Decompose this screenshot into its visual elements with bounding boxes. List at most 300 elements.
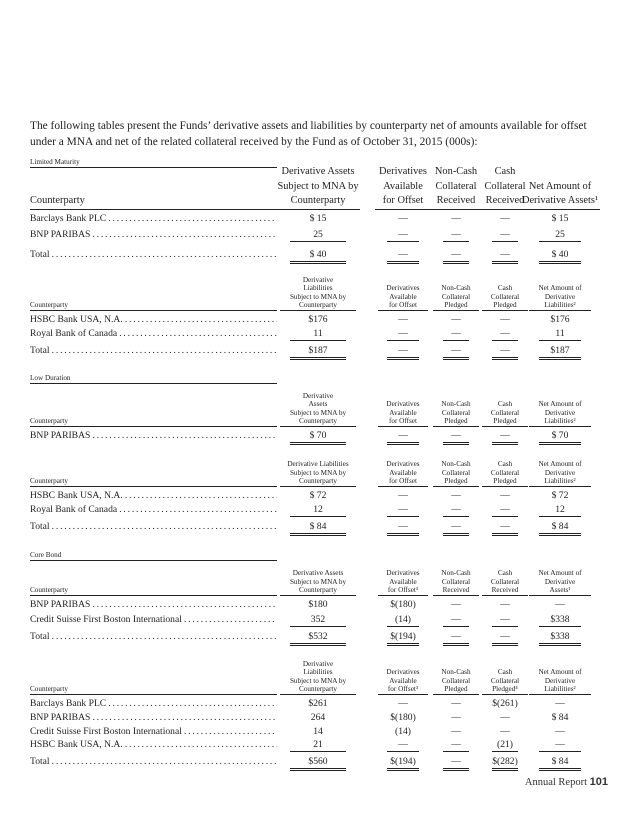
cell-col-4	[485, 228, 525, 242]
cell-value: —	[500, 599, 510, 610]
row-label-text: Credit Suisse First Boston International	[30, 613, 182, 625]
cell-value: —	[387, 248, 419, 264]
row-label-text: HSBC Bank USA, N.A.	[30, 490, 123, 501]
cell-value: —	[492, 248, 518, 264]
cell-col-4	[485, 489, 525, 502]
header-line: Counterparty	[280, 301, 356, 311]
cell-col-2	[380, 755, 426, 771]
row-label	[30, 228, 277, 241]
header-line: Counterparty	[280, 477, 356, 487]
header-line: Pledged	[482, 301, 528, 311]
cell-col-4	[485, 725, 525, 738]
header-line: Derivative Assets	[292, 569, 344, 578]
cell-value: 25	[539, 228, 581, 242]
cell-col-5	[532, 344, 588, 360]
cell-value: $532	[290, 630, 346, 646]
cell-value: $(194)	[387, 755, 419, 771]
cell-value: —	[555, 599, 565, 610]
cell-col-4	[485, 429, 525, 445]
cell-col-5	[532, 697, 588, 710]
cell-value: —	[492, 613, 518, 627]
header-line: Collateral	[490, 676, 520, 685]
header-col-1	[280, 569, 356, 596]
header-line: Collateral	[490, 577, 520, 586]
header-col-5	[529, 284, 591, 311]
header-col-3	[433, 284, 479, 311]
cell-col-1	[283, 503, 353, 517]
header-counterparty	[30, 194, 277, 210]
header-line: Non-Cash	[441, 668, 471, 677]
cell-value: —	[398, 314, 408, 325]
header-line: Net Amount of	[528, 180, 592, 192]
total-row	[30, 248, 612, 261]
header-line: Non-Cash	[441, 284, 471, 293]
cell-value: —	[451, 213, 461, 224]
row-label	[30, 520, 277, 533]
cell-value: $ 84	[539, 755, 581, 771]
cell-value: 12	[290, 503, 346, 517]
cell-col-3	[436, 738, 476, 752]
cell-col-5	[532, 212, 588, 225]
header-line: Cash	[497, 460, 513, 469]
cell-value: 25	[290, 228, 346, 242]
cell-value: —	[387, 738, 419, 752]
cell-col-5	[532, 228, 588, 242]
section-low-duration	[30, 374, 612, 384]
header-line: Collateral	[490, 292, 520, 301]
header-col-2	[375, 165, 431, 210]
cell-col-4	[485, 212, 525, 225]
header-counterparty	[30, 417, 277, 427]
cell-value: —	[492, 429, 518, 445]
cell-value: —	[387, 327, 419, 341]
header-line: Subject to MNA by	[289, 468, 347, 477]
cell-col-2	[380, 327, 426, 341]
header-col-3	[433, 460, 479, 487]
row-label	[30, 755, 277, 768]
row-label	[30, 344, 277, 357]
section-title: Limited Maturity	[30, 158, 277, 168]
header-line: Available	[389, 292, 417, 301]
header-col-1	[280, 392, 356, 427]
cell-value: $(261)	[492, 698, 518, 709]
cell-value: $ 84	[539, 520, 581, 536]
table-row	[30, 503, 612, 516]
cell-col-4	[485, 755, 525, 771]
cell-value: 11	[290, 327, 346, 341]
cell-value: $(180)	[390, 711, 416, 723]
cell-col-5	[532, 520, 588, 536]
cell-col-4	[485, 613, 525, 627]
header-col-5	[529, 400, 591, 427]
cell-value: —	[451, 599, 461, 610]
header-line: Derivatives	[386, 400, 420, 409]
header-line: Counterparty	[30, 685, 68, 694]
cell-value: —	[451, 490, 461, 501]
row-label	[30, 248, 277, 261]
cell-col-5	[532, 327, 588, 341]
header-line: for Offset	[378, 301, 428, 311]
table-row	[30, 711, 612, 724]
cell-value: —	[398, 698, 408, 709]
cell-value: $ 84	[551, 711, 569, 723]
row-label-text: Total	[30, 756, 50, 768]
cell-col-1	[283, 344, 353, 360]
section-core-bond	[30, 551, 612, 561]
cell-col-3	[436, 228, 476, 242]
cell-value: —	[387, 429, 419, 445]
row-label	[30, 711, 277, 724]
row-label-text: Total	[30, 521, 50, 533]
header-line: Cash	[497, 400, 513, 409]
cell-col-5	[532, 711, 588, 724]
header-counterparty	[30, 477, 277, 487]
header-col-1	[276, 165, 360, 210]
row-label	[30, 327, 277, 340]
cell-col-2	[380, 520, 426, 536]
cell-value: —	[555, 725, 565, 737]
cell-col-3	[436, 503, 476, 517]
cell-col-1	[283, 327, 353, 341]
header-line: for Offset	[378, 417, 428, 427]
cell-col-4	[485, 697, 525, 710]
row-label	[30, 212, 277, 225]
cell-col-4	[485, 327, 525, 341]
header-col-3	[433, 569, 479, 596]
cell-value: —	[492, 344, 518, 360]
header-line: Derivative	[302, 391, 334, 400]
header-line: for Offset	[378, 477, 428, 487]
table-row	[30, 738, 612, 751]
cell-value: —	[500, 725, 510, 737]
total-row	[30, 630, 612, 643]
cell-col-1	[283, 248, 353, 264]
table-row	[30, 725, 612, 738]
header-line: Derivative	[544, 577, 576, 586]
header-line: Liabilities²	[529, 477, 591, 487]
footer-label: Annual Report	[524, 777, 588, 788]
cell-value: 21	[290, 738, 346, 752]
cell-col-5	[532, 755, 588, 771]
cell-value: —	[443, 755, 469, 771]
cell-col-3	[436, 327, 476, 341]
cell-value: $ 40	[290, 248, 346, 264]
header-line: Counterparty	[30, 477, 68, 486]
header-col-3	[433, 668, 479, 695]
cell-value: $180	[308, 599, 328, 610]
header-line: Counterparty	[30, 195, 85, 207]
header-line: Derivative Assets	[281, 166, 355, 178]
cell-value: —	[500, 314, 510, 325]
page-footer	[525, 776, 608, 788]
cell-value: —	[451, 711, 461, 723]
cell-value: —	[387, 344, 419, 360]
header-line: Subject to MNA by	[277, 180, 359, 192]
row-label	[30, 613, 277, 626]
header-col-3	[430, 165, 482, 210]
header-line: Derivatives	[386, 460, 420, 469]
header-line: Derivatives	[386, 569, 420, 578]
cell-col-1	[283, 598, 353, 611]
header-col-2	[378, 668, 428, 695]
cell-value: (14)	[387, 613, 419, 627]
header-line: Derivative	[544, 292, 576, 301]
cell-value: $560	[290, 755, 346, 771]
cell-col-3	[436, 489, 476, 502]
cell-col-1	[283, 738, 353, 752]
header-line: Subject to MNA by	[289, 408, 347, 417]
total-row	[30, 344, 612, 357]
cell-col-2	[380, 598, 426, 611]
header-line: Collateral	[441, 577, 471, 586]
cell-col-2	[380, 248, 426, 264]
cell-value: —	[500, 711, 510, 723]
cell-value: $ 72	[551, 490, 569, 501]
header-line: for Offset³	[378, 685, 428, 695]
cell-col-1	[283, 613, 353, 627]
cell-value: —	[443, 429, 469, 445]
header-col-5	[529, 460, 591, 487]
cell-col-5	[532, 429, 588, 445]
header-line: Subject to MNA by	[289, 676, 347, 685]
row-label	[30, 725, 277, 738]
cell-col-3	[436, 212, 476, 225]
header-line: Counterparty	[30, 586, 68, 595]
header-line: Collateral	[441, 468, 471, 477]
cell-value: $ 15	[309, 213, 327, 224]
cell-col-3	[436, 344, 476, 360]
row-label-text: Total	[30, 345, 50, 357]
cell-value: $ 72	[309, 490, 327, 501]
row-label-text: HSBC Bank USA, N.A.	[30, 739, 123, 751]
header-counterparty	[30, 301, 277, 311]
cell-col-1	[283, 429, 353, 445]
cell-col-3	[436, 697, 476, 710]
header-line: Derivative Liabilities	[287, 460, 349, 469]
cell-col-5	[532, 613, 588, 627]
cell-value: $338	[539, 613, 581, 627]
cell-value: —	[443, 520, 469, 536]
cell-col-4	[485, 630, 525, 646]
cell-col-3	[436, 520, 476, 536]
row-label-text: Barclays Bank PLC	[30, 213, 107, 224]
cell-value: —	[443, 248, 469, 264]
cell-value: —	[492, 630, 518, 646]
header-line: Collateral	[441, 408, 471, 417]
header-col-2	[378, 400, 428, 427]
header-line: for Offset	[375, 194, 431, 210]
cell-value: $ 70	[539, 429, 581, 445]
header-line: Counterparty	[280, 685, 356, 695]
header-line: Counterparty	[30, 301, 68, 310]
cell-value: $187	[539, 344, 581, 360]
header-col-1	[280, 660, 356, 695]
row-label	[30, 429, 277, 442]
cell-col-5	[532, 630, 588, 646]
cell-col-3	[436, 248, 476, 264]
cell-value: —	[555, 698, 565, 709]
row-label-text: Royal Bank of Canada	[30, 328, 118, 340]
header-line: Non-Cash	[441, 460, 471, 469]
header-line: Collateral	[490, 408, 520, 417]
cell-col-1	[283, 228, 353, 242]
cell-value: —	[500, 213, 510, 224]
cell-value: —	[500, 490, 510, 501]
header-line: Available	[389, 676, 417, 685]
table-row	[30, 313, 612, 326]
row-label-text: BNP PARIBAS	[30, 711, 91, 723]
cell-value: —	[492, 228, 518, 242]
cell-value: 352	[290, 613, 346, 627]
row-label	[30, 503, 277, 516]
header-line: Counterparty	[280, 586, 356, 596]
cell-col-3	[436, 613, 476, 627]
cell-col-3	[436, 429, 476, 445]
header-line: Liabilities²	[529, 417, 591, 427]
header-line: Cash	[497, 284, 513, 293]
row-label	[30, 630, 277, 643]
cell-value: $(282)	[492, 755, 518, 771]
cell-value: 264	[310, 711, 326, 723]
header-line: Pledged	[482, 477, 528, 487]
cell-value: —	[443, 327, 469, 341]
header-line: Counterparty	[276, 194, 360, 210]
header-line: Net Amount of	[538, 569, 582, 578]
header-line: Cash	[494, 166, 516, 178]
header-col-4	[482, 460, 528, 487]
header-line: Derivative Assets¹	[520, 194, 600, 210]
cell-value: $338	[539, 630, 581, 646]
cell-col-3	[436, 725, 476, 738]
cell-value: —	[539, 738, 581, 752]
section-title: Low Duration	[30, 374, 277, 384]
cell-col-5	[532, 313, 588, 326]
table-row	[30, 327, 612, 340]
table-row	[30, 613, 612, 626]
cell-value: —	[443, 613, 469, 627]
cell-value: 14	[313, 725, 323, 737]
header-line: Counterparty	[30, 417, 68, 426]
header-col-5	[529, 668, 591, 695]
row-label	[30, 697, 277, 710]
header-line: Liabilities²	[529, 301, 591, 311]
cell-col-1	[283, 313, 353, 326]
header-line: Collateral	[490, 468, 520, 477]
header-col-2	[378, 460, 428, 487]
header-line: Received	[433, 586, 479, 596]
header-line: Net Amount of	[538, 668, 582, 677]
header-line: Assets	[308, 400, 328, 409]
cell-value: $ 15	[551, 213, 569, 224]
cell-col-5	[532, 738, 588, 752]
header-line: Liabilities²	[529, 685, 591, 695]
header-line: Collateral	[435, 180, 477, 192]
cell-value: —	[398, 213, 408, 224]
header-line: Derivative	[544, 468, 576, 477]
cell-col-4	[485, 598, 525, 611]
header-line: Available	[389, 408, 417, 417]
header-line: Derivatives	[386, 668, 420, 677]
header-line: Counterparty	[280, 417, 356, 427]
intro-paragraph: The following tables present the Funds’ derivative assets and liabilities by counterparty net of amounts available for offset under a MNA and net of the related collateral received by the Fund as of October 31, 2015 (000s):	[30, 120, 587, 148]
header-counterparty	[30, 586, 277, 596]
header-line: Available	[383, 180, 423, 192]
header-line: Liabilities	[303, 284, 333, 293]
cell-value: —	[451, 314, 461, 325]
cell-col-4	[485, 313, 525, 326]
cell-col-4	[485, 344, 525, 360]
header-line: Received	[430, 194, 482, 210]
header-line: Derivative	[544, 676, 576, 685]
table-row	[30, 212, 612, 225]
header-line: Pledged	[433, 685, 479, 695]
row-label-text: HSBC Bank USA, N.A.	[30, 314, 123, 325]
cell-col-4	[485, 738, 525, 752]
row-label-text: BNP PARIBAS	[30, 430, 91, 441]
cell-value: (21)	[492, 738, 518, 752]
row-label-text: BNP PARIBAS	[30, 599, 91, 610]
header-line: Liabilities	[303, 668, 333, 677]
cell-col-1	[283, 725, 353, 738]
header-line: Received	[481, 194, 529, 210]
cell-col-3	[436, 711, 476, 724]
cell-value: —	[492, 327, 518, 341]
cell-col-2	[380, 344, 426, 360]
cell-value: —	[387, 520, 419, 536]
total-row	[30, 755, 612, 768]
header-counterparty	[30, 685, 277, 695]
cell-col-1	[283, 520, 353, 536]
cell-col-2	[380, 503, 426, 517]
cell-value: $261	[308, 698, 328, 709]
row-label-text: Barclays Bank PLC	[30, 698, 107, 709]
cell-col-3	[436, 598, 476, 611]
header-line: Subject to MNA by	[289, 577, 347, 586]
cell-col-3	[436, 630, 476, 646]
cell-value: —	[387, 503, 419, 517]
header-line: Cash	[497, 569, 513, 578]
header-col-4	[482, 284, 528, 311]
row-label-text: Total	[30, 248, 50, 260]
header-line: Available	[389, 468, 417, 477]
row-label	[30, 313, 277, 326]
header-line: Derivative	[302, 659, 334, 668]
row-label-text: Total	[30, 631, 50, 642]
cell-value: $176	[308, 314, 328, 325]
cell-col-2	[380, 630, 426, 646]
row-label-text: Credit Suisse First Boston International	[30, 725, 182, 737]
header-line: Derivative	[544, 408, 576, 417]
cell-col-1	[283, 755, 353, 771]
table-row	[30, 489, 612, 502]
row-label	[30, 598, 277, 611]
table-row	[30, 598, 612, 611]
cell-value: —	[451, 725, 461, 737]
cell-col-1	[283, 489, 353, 502]
header-col-1	[280, 276, 356, 311]
table-row	[30, 228, 612, 241]
cell-value: $187	[290, 344, 346, 360]
header-col-5	[520, 180, 600, 210]
header-line: Collateral	[484, 180, 526, 192]
cell-col-3	[436, 313, 476, 326]
header-col-2	[378, 284, 428, 311]
header-line: Non-Cash	[434, 166, 478, 178]
header-col-3	[433, 400, 479, 427]
header-col-1	[280, 460, 356, 487]
header-line: Net Amount of	[538, 460, 582, 469]
cell-col-4	[485, 711, 525, 724]
